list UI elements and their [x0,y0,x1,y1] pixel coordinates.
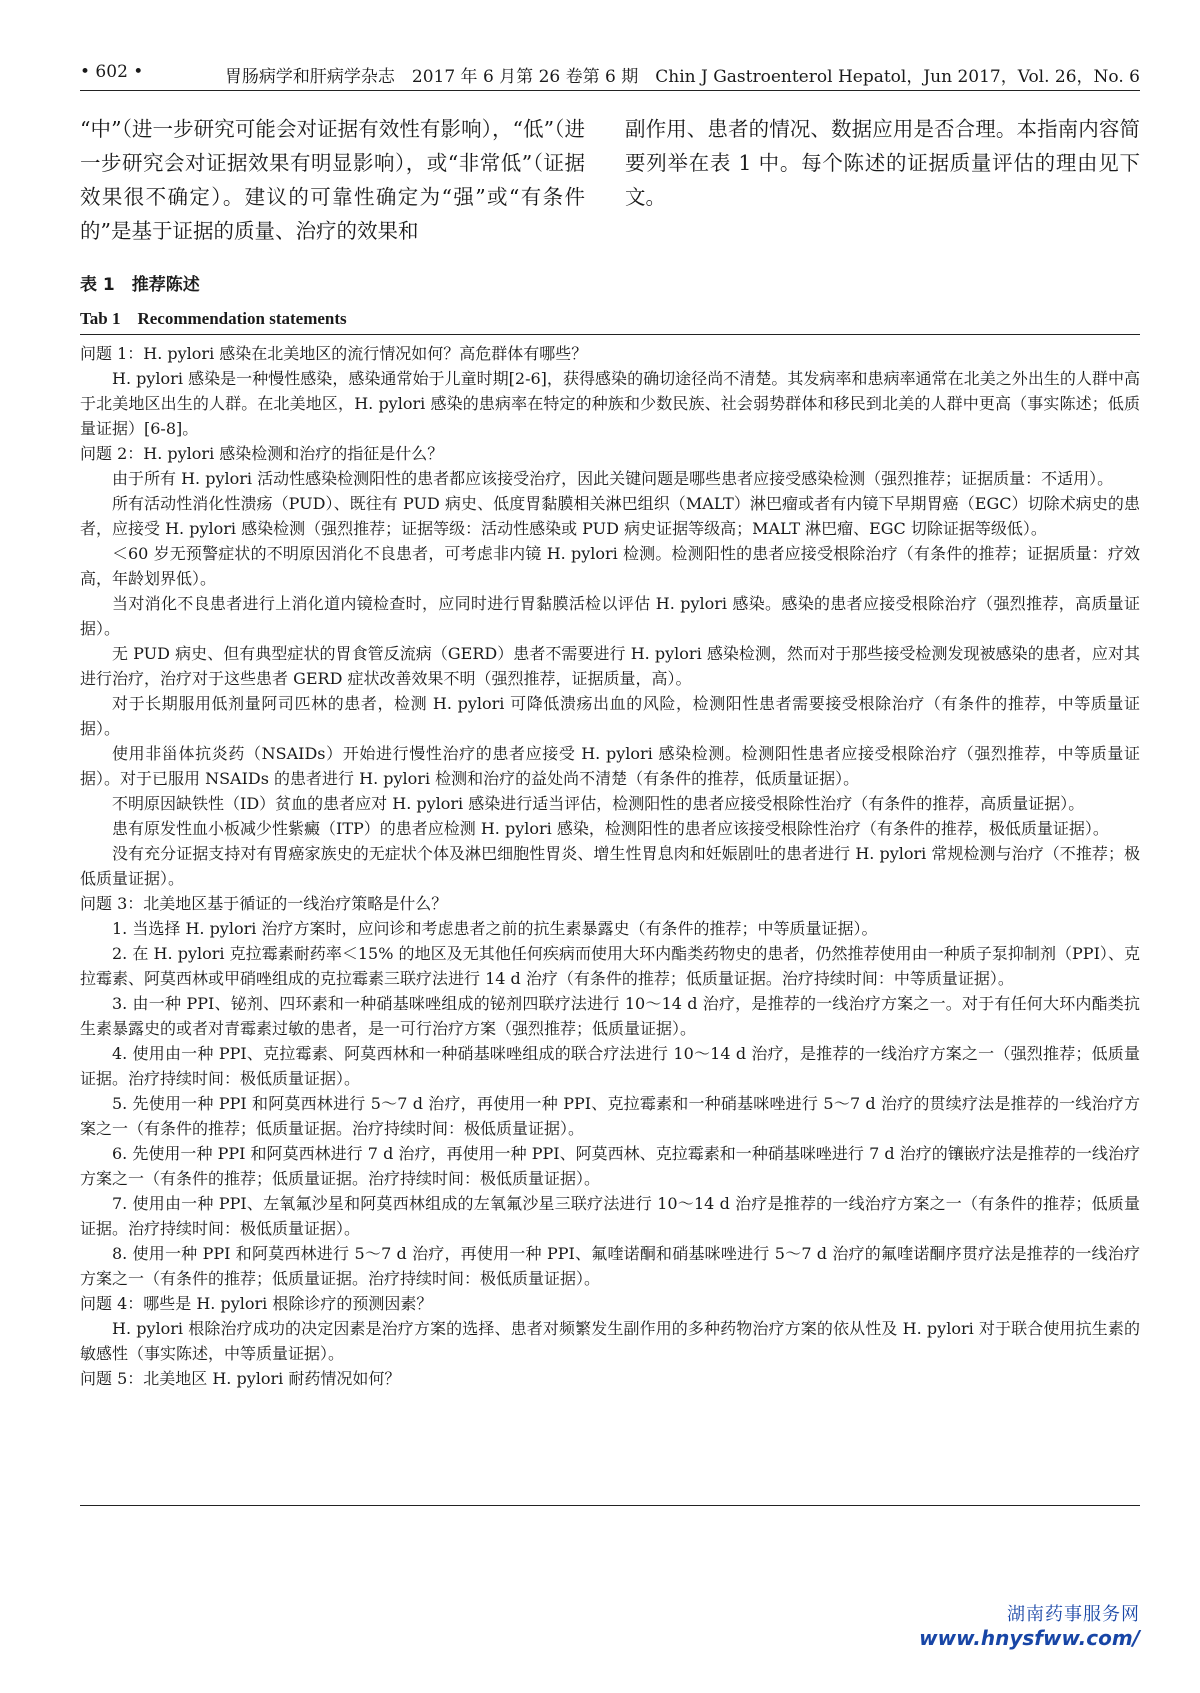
statement-paragraph: 7. 使用由一种 PPI、左氧氟沙星和阿莫西林组成的左氧氟沙星三联疗法进行 10～14 d 治疗是推荐的一线治疗方案之一（有条件的推荐；低质量证据。治疗持续时间：极低质量证据）。 [80,1194,1140,1238]
statement-paragraph: 所有活动性消化性溃疡（PUD）、既往有 PUD 病史、低度胃黏膜相关淋巴组织（MALT）淋巴瘤或者有内镜下早期胃癌（EGC）切除术病史的患者，应接受 H. pylori 感染检测（强烈推荐；证据等级：活动性感染或 PUD 病史证据等级高；MALT 淋巴瘤、EGC 切除证据等级低）。 [80,494,1140,538]
watermark [919,1600,1140,1650]
question-heading: 问题 1：H. pylori 感染在北美地区的流行情况如何？高危群体有哪些？ [80,344,588,363]
question-heading: 问题 5：北美地区 H. pylori 耐药情况如何？ [80,1369,401,1388]
statement-paragraph: 6. 先使用一种 PPI 和阿莫西林进行 7 d 治疗，再使用一种 PPI、阿莫西林、克拉霉素和一种硝基咪唑进行 7 d 治疗的镶嵌疗法是推荐的一线治疗方案之一（有条件的推荐；低质量证据。治疗持续时间：极低质量证据）。 [80,1144,1140,1188]
statement-paragraph: 没有充分证据支持对有胃癌家族史的无症状个体及淋巴细胞性胃炎、增生性胃息肉和妊娠剧吐的患者进行 H. pylori 常规检测与治疗（不推荐；极低质量证据）。 [80,844,1140,888]
statement-paragraph: 5. 先使用一种 PPI 和阿莫西林进行 5～7 d 治疗，再使用一种 PPI、克拉霉素和一种硝基咪唑进行 5～7 d 治疗的贯续疗法是推荐的一线治疗方案之一（有条件的推荐；低质量证据。治疗持续时间：极低质量证据）。 [80,1094,1140,1138]
statement-paragraph: 无 PUD 病史、但有典型症状的胃食管反流病（GERD）患者不需要进行 H. pylori 感染检测，然而对于那些接受检测发现被感染的患者，应对其进行治疗，治疗对于这些患者 GERD 症状改善效果不明（强烈推荐，证据质量，高）。 [80,644,1140,688]
watermark-site-name: 湖南药事服务网 [1007,1604,1140,1625]
question-heading: 问题 2：H. pylori 感染检测和治疗的指征是什么？ [80,444,444,463]
intro-right-column [625,112,1140,214]
statement-paragraph: 对于长期服用低剂量阿司匹林的患者，检测 H. pylori 可降低溃疡出血的风险，检测阳性患者需要接受根除治疗（有条件的推荐，中等质量证据）。 [80,694,1140,738]
statement-paragraph: H. pylori 感染是一种慢性感染，感染通常始于儿童时期[2-6]，获得感染的确切途径尚不清楚。其发病率和患病率通常在北美之外出生的人群中高于北美地区出生的人群。在北美地区，H. pylori 感染的患病率在特定的种族和少数民族、社会弱势群体和移民到北美的人群中更高（事实陈述；低质量证据）[6-8]。 [80,369,1140,438]
statement-paragraph: 4. 使用由一种 PPI、克拉霉素、阿莫西林和一种硝基咪唑组成的联合疗法进行 10～14 d 治疗，是推荐的一线治疗方案之一（强烈推荐；低质量证据。治疗持续时间：极低质量证据）。 [80,1044,1140,1088]
statement-paragraph: 当对消化不良患者进行上消化道内镜检查时，应同时进行胃黏膜活检以评估 H. pylori 感染。感染的患者应接受根除治疗（强烈推荐，高质量证据）。 [80,594,1140,638]
question-heading: 问题 3：北美地区基于循证的一线治疗策略是什么？ [80,894,448,913]
journal-info: 胃肠病学和肝病学杂志 2017 年 6 月第 26 卷第 6 期 Chin J Gastroenterol Hepatol，Jun 2017，Vol. 26，No. 6 [224,67,1140,87]
question-heading: 问题 4：哪些是 H. pylori 根除诊疗的预测因素？ [80,1294,433,1313]
watermark-url: www.hnysfww.com/ [919,1626,1140,1650]
statement-paragraph: 2. 在 H. pylori 克拉霉素耐药率＜15% 的地区及无其他任何疾病而使用大环内酯类药物史的患者，仍然推荐使用由一种质子泵抑制剂（PPI）、克拉霉素、阿莫西林或甲硝唑组成的克拉霉素三联疗法进行 14 d 治疗（有条件的推荐；低质量证据。治疗持续时间：中等质量证据）。 [80,944,1140,988]
table-bottom-rule [80,1505,1140,1506]
table-top-rule [80,334,1140,335]
statement-paragraph: ＜60 岁无预警症状的不明原因消化不良患者，可考虑非内镜 H. pylori 检测。检测阳性的患者应接受根除治疗（有条件的推荐；证据质量：疗效高，年龄划界低）。 [80,544,1140,588]
statement-paragraph: 1. 当选择 H. pylori 治疗方案时，应问诊和考虑患者之前的抗生素暴露史（有条件的推荐；中等质量证据）。 [112,919,878,938]
intro-right-text: 副作用、患者的情况、数据应用是否合理。本指南内容简要列举在表 1 中。每个陈述的证据质量评估的理由见下文。 [625,117,1140,209]
statement-paragraph: 使用非甾体抗炎药（NSAIDs）开始进行慢性治疗的患者应接受 H. pylori 感染检测。检测阳性患者应接受根除治疗（强烈推荐，中等质量证据）。对于已服用 NSAIDs 的患者进行 H. pylori 检测和治疗的益处尚不清楚（有条件的推荐，低质量证据）。 [80,744,1140,788]
table-caption-en: Tab 1 Recommendation statements [80,309,347,328]
statement-paragraph: 3. 由一种 PPI、铋剂、四环素和一种硝基咪唑组成的铋剂四联疗法进行 10～14 d 治疗，是推荐的一线治疗方案之一。对于有任何大环内酯类抗生素暴露史的或者对青霉素过敏的患者，是一可行治疗方案（强烈推荐；低质量证据）。 [80,994,1140,1038]
statement-paragraph: 由于所有 H. pylori 活动性感染检测阳性的患者都应该接受治疗，因此关键问题是哪些患者应接受感染检测（强烈推荐；证据质量：不适用）。 [112,469,1114,488]
statement-paragraph: 患有原发性血小板减少性紫癜（ITP）的患者应检测 H. pylori 感染，检测阳性的患者应该接受根除性治疗（有条件的推荐，极低质量证据）。 [112,819,1109,838]
intro-left-text: “中”（进一步研究可能会对证据有效性有影响），“低”（进一步研究会对证据效果有明显影响），或“非常低”（证据效果很不确定）。建议的可靠性确定为“强”或“有条件的”是基于证据的质量、治疗的效果和 [80,117,585,243]
page-number: • 602 • [80,62,144,82]
statement-paragraph: 不明原因缺铁性（ID）贫血的患者应对 H. pylori 感染进行适当评估，检测阳性的患者应接受根除性治疗（有条件的推荐，高质量证据）。 [112,794,1085,813]
running-header [80,58,1140,91]
intro-left-column [80,112,585,248]
recommendation-table [80,341,1140,1391]
statement-paragraph: 8. 使用一种 PPI 和阿莫西林进行 5～7 d 治疗，再使用一种 PPI、氟喹诺酮和硝基咪唑进行 5～7 d 治疗的氟喹诺酮序贯疗法是推荐的一线治疗方案之一（有条件的推荐；低质量证据。治疗持续时间：极低质量证据）。 [80,1244,1140,1288]
statement-paragraph: H. pylori 根除治疗成功的决定因素是治疗方案的选择、患者对频繁发生副作用的多种药物治疗方案的依从性及 H. pylori 对于联合使用抗生素的敏感性（事实陈述，中等质量证据）。 [80,1319,1140,1363]
table-caption-cn: 表 1 推荐陈述 [80,275,200,295]
